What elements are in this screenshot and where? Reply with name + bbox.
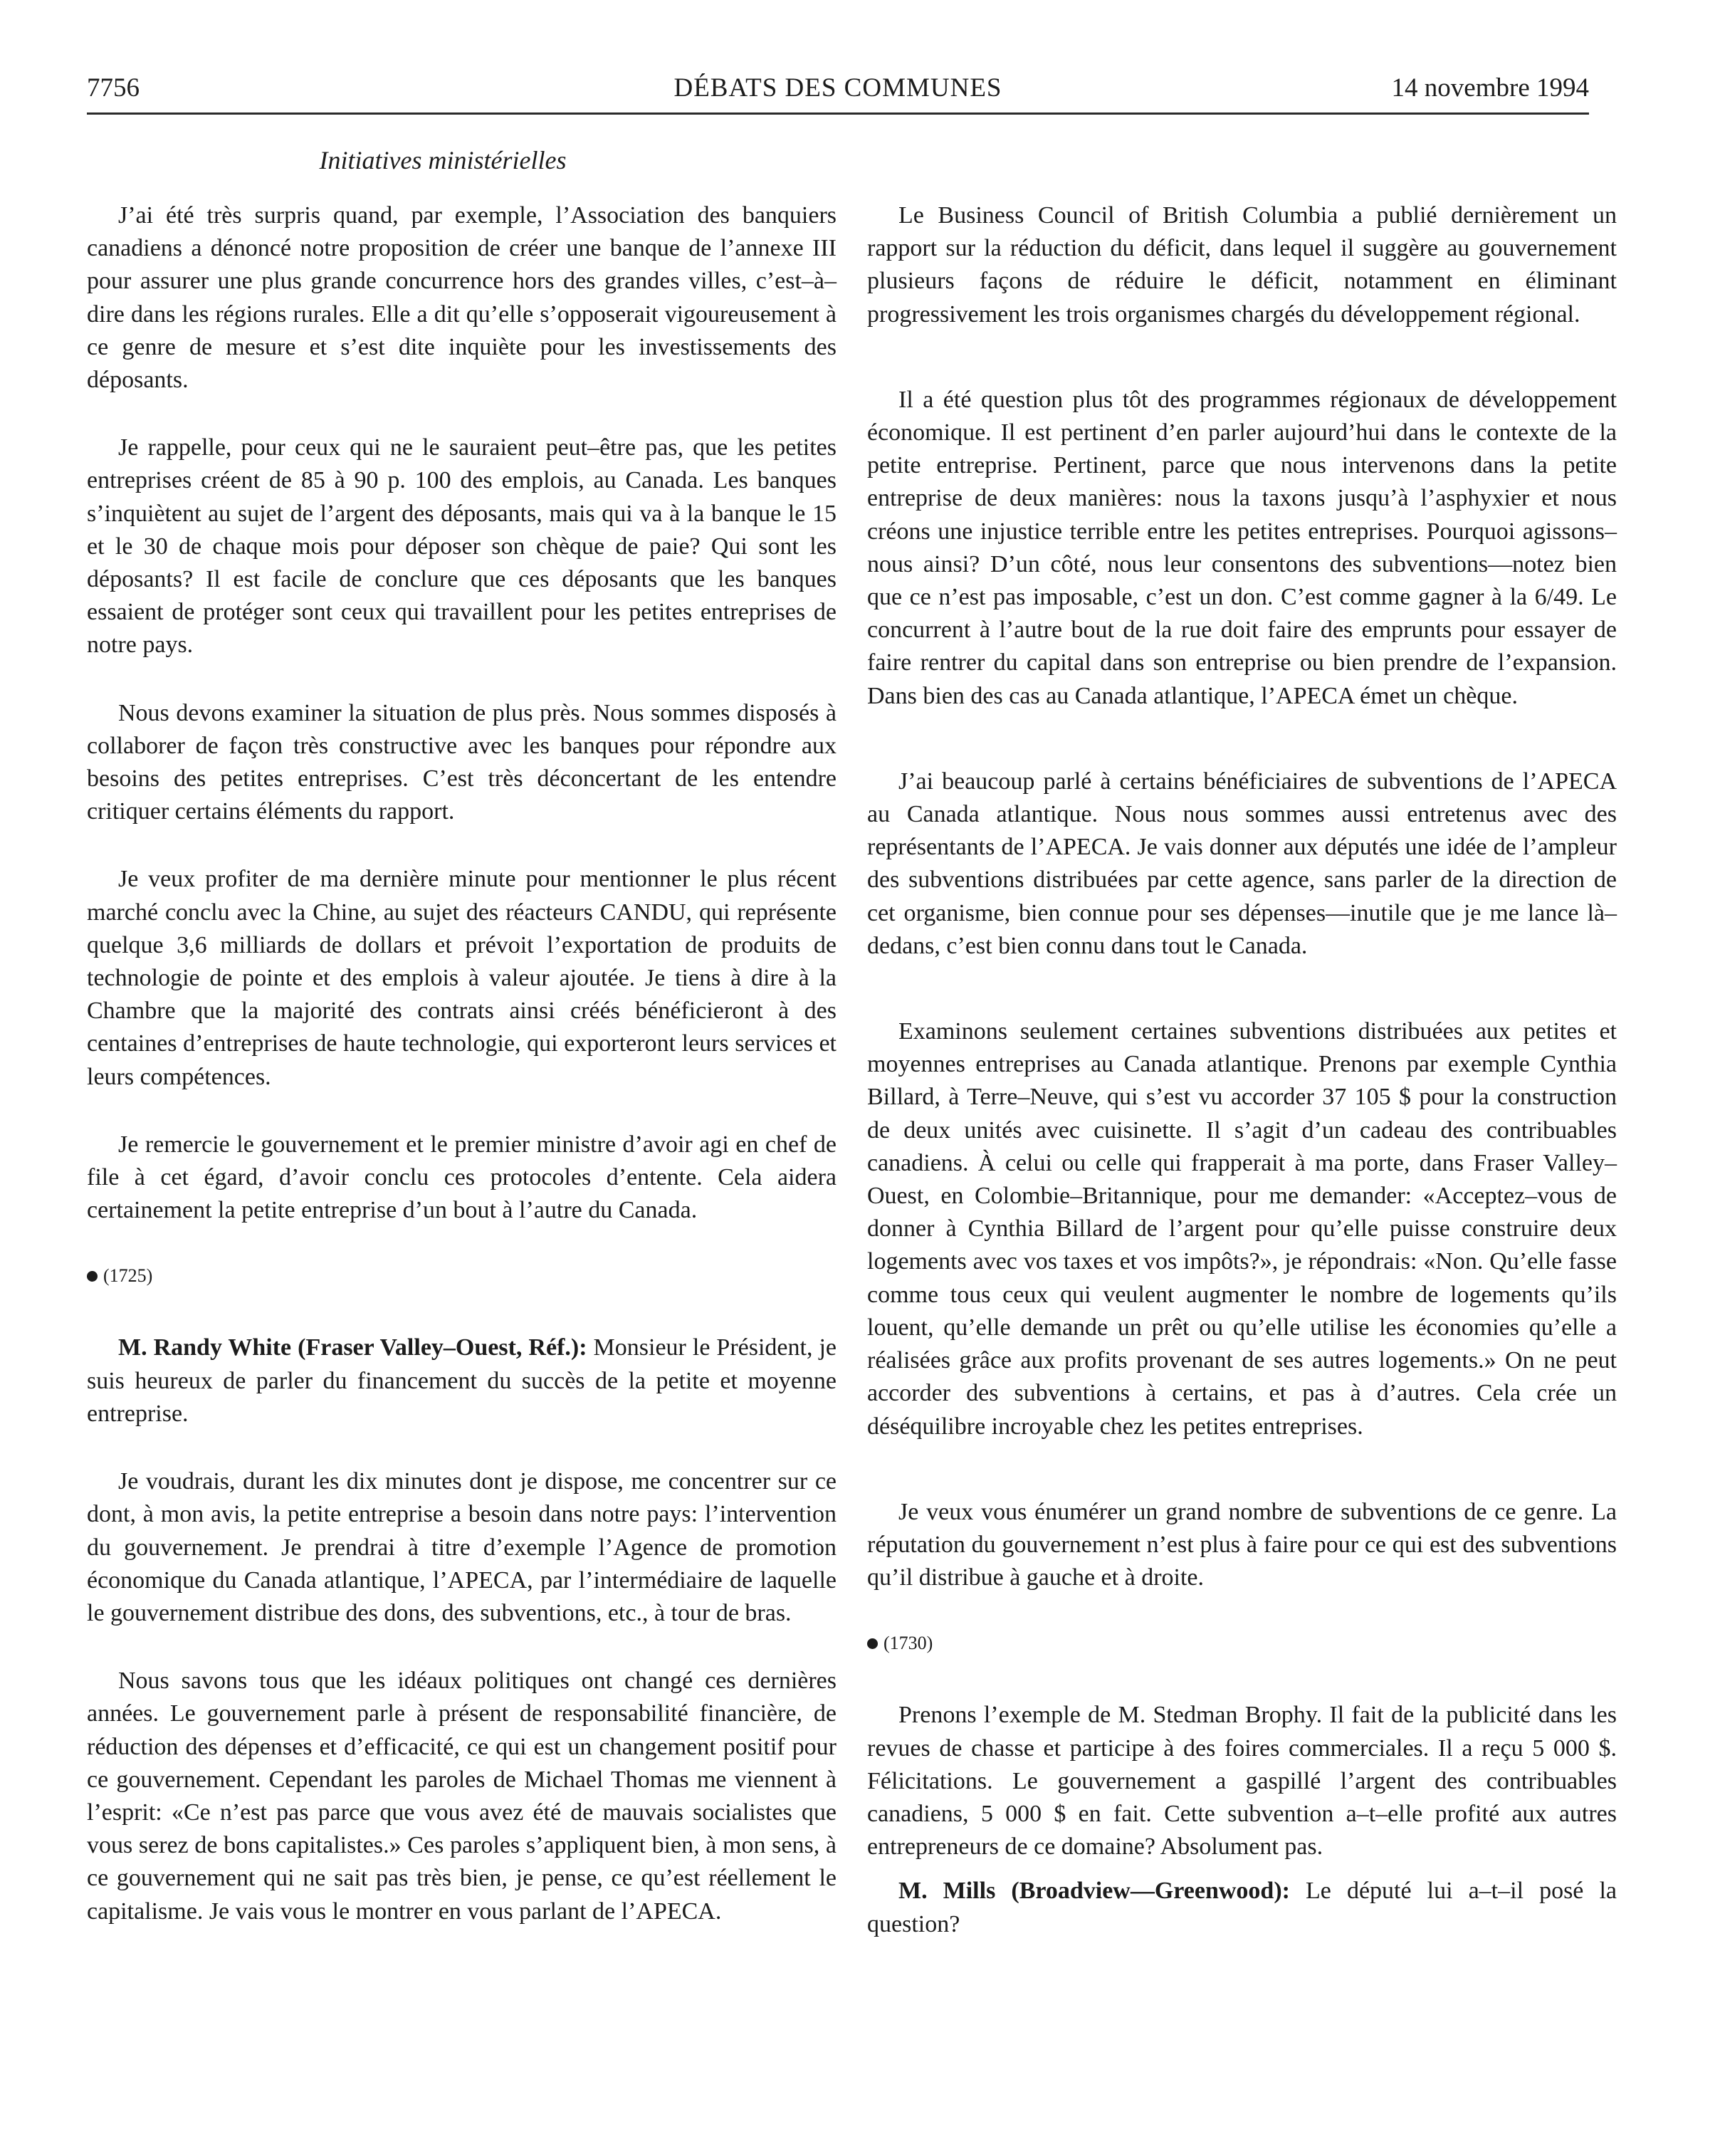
section-heading: Initiatives ministérielles <box>319 146 567 174</box>
paragraph: Je remercie le gouvernement et le premier ministre d’avoir agi en chef de file à cet égard, d’avoir conclu ces protocoles d’entente. Cela aidera certainement la petite entreprise d’un bout à l’autre du Canada. <box>87 1131 837 1224</box>
paragraph: Je veux profiter de ma dernière minute pour mentionner le plus récent marché conclu avec la Chine, au sujet des réacteurs CANDU, qui représente quelque 3,6 milliards de dollars et prévoit l’exportation de produits de technologie de pointe et des emplois à valeur ajoutée. Je tiens à dire à la Chambre que la majorité des contrats ainsi créés bénéficieront à des centaines d’entreprises de haute technologie, qui exporteront leurs services et leurs compétences. <box>87 866 837 1090</box>
paragraph: Je voudrais, durant les dix minutes dont je dispose, me concentrer sur ce dont, à mon avis, la petite entreprise a besoin dans notre pays: l’intervention du gouvernement. Je prendrai à titre d’exemple l’Agence de promotion économique du Canada atlantique, l’APECA, par l’intermédiaire de laquelle le gouvernement distribue des dons, des subventions, etc., à tour de bras. <box>87 1468 837 1626</box>
time-marker <box>867 1629 1617 1658</box>
publication-title: DÉBATS DES COMMUNES <box>673 73 1002 103</box>
time-marker-text: ( 1725 ) <box>103 1262 152 1290</box>
time-marker <box>87 1262 837 1290</box>
paragraph: Nous devons examiner la situation de plus près. Nous sommes disposés à collaborer de façon très constructive avec les banques pour répondre aux besoins des petites entreprises. C’est très déconcertant de les entendre critiquer certains éléments du rapport. <box>87 699 837 825</box>
paragraph: Je rappelle, pour ceux qui ne le sauraient peut–être pas, que les petites entreprises créent de 85 à 90 p. 100 des emplois, au Canada. Les banques s’inquiètent au sujet de l’argent des déposants, mais qui va à la banque le 15 et le 30 de chaque mois pour déposer son chèque de paie? Qui sont les déposants? Il est facile de conclure que ces déposants que les banques essaient de protéger sont ceux qui travaillent pour les petites entreprises de notre pays. <box>87 434 837 659</box>
paragraph: Examinons seulement certaines subventions distribuées aux petites et moyennes entreprises au Canada atlantique. Prenons par exemple Cynthia Billard, à Terre–Neuve, qui s’est vu accorder 37 105 $ pour la construction de deux unités avec cuisinette. Il s’agit d’un cadeau des contribuables canadiens. À celui ou celle qui frapperait à ma porte, dans Fraser Valley–Ouest, en Colombie–Britannique, pour me demander: «Acceptez–vous de donner à Cynthia Billard de l’argent pour qu’elle puisse construire deux logements avec vos taxes et vos impôts?», je répondrais: «Non. Qu’elle fasse comme tous ceux qui veulent augmenter le nombre de logements qu’ils louent, qu’elle demande un prêt ou qu’elle utilise les économies qu’elle a réalisées grâce aux profits provenant de ses autres logements.» On ne peut accorder des subventions à certains, et pas à d’autres. Cela crée un déséquilibre incroyable chez les petites entreprises. <box>867 1018 1617 1440</box>
bullet-icon <box>867 1638 878 1649</box>
speech-text: Le député lui a–t–il posé la question? <box>867 1878 1617 1937</box>
paragraph: Prenons l’exemple de M. Stedman Brophy. Il fait de la publicité dans les revues de chasse et participe à des foires commerciales. Il a reçu 5 000 $. Félicitations. Le gouvernement a gaspillé l’argent des contribuables canadiens, 5 000 $ en fait. Cette subvention a–t–elle profité aux autres entrepreneurs de ce domaine? Absolument pas. <box>867 1702 1617 1861</box>
speaker-name: M. Randy White (Fraser Valley–Ouest, Réf.): <box>118 1334 587 1361</box>
left-column <box>87 199 837 1963</box>
publication-date: 14 novembre 1994 <box>1391 73 1589 103</box>
speech-paragraph <box>87 1331 837 1430</box>
paragraph: J’ai été très surpris quand, par exemple, l’Association des banquiers canadiens a dénoncé notre proposition de créer une banque de l’annexe III pour assurer une plus grande concurrence hors des grandes villes, c’est–à–dire dans les régions rurales. Elle a dit qu’elle s’opposerait vigoureusement à ce genre de mesure et s’est dite inquiète pour les investissements des déposants. <box>87 202 837 394</box>
speaker-name: M. Mills (Broadview—Greenwood): <box>898 1878 1290 1905</box>
paragraph: J’ai beaucoup parlé à certains bénéficiaires de subventions de l’APECA au Canada atlantique. Nous nous sommes aussi entretenus avec des représentants de l’APECA. Je vais donner aux députés une idée de l’ampleur des subventions distribuées par cette agence, sans parler de la direction de cet organisme, bien connue pour ses dépenses—inutile que je me lance là–dedans, c’est bien connu dans tout le Canada. <box>867 768 1617 959</box>
paragraph: Le Business Council of British Columbia a publié dernièrement un rapport sur la réduction du déficit, dans lequel il suggère au gouvernement plusieurs façons de réduire le déficit, notamment en éliminant progressivement les trois organismes chargés du développement régional. <box>867 202 1617 328</box>
speech-text: Monsieur le Président, je suis heureux de parler du financement du succès de la petite et moyenne entreprise. <box>87 1334 837 1427</box>
bullet-icon <box>87 1271 98 1282</box>
speech-paragraph <box>867 1875 1617 1940</box>
page-header <box>87 68 1589 108</box>
right-column <box>867 199 1617 1976</box>
page-number: 7756 <box>87 73 140 103</box>
paragraph: Nous savons tous que les idéaux politiques ont changé ces dernières années. Le gouvernement parle à présent de responsabilité financière, de réduction des dépenses et d’efficacité, ce qui est un changement positif pour ce gouvernement. Cependant les paroles de Michael Thomas me viennent à l’esprit: «Ce n’est pas parce que vous avez été de mauvais socialistes que vous serez de bons capitalistes.» Ces paroles s’appliquent bien, à mon sens, à ce gouvernement qui ne sait pas très bien, je pense, ce qu’est réellement le capitalisme. Je vais vous le montrer en vous parlant de l’APECA. <box>87 1668 837 1925</box>
paragraph: Il a été question plus tôt des programmes régionaux de développement économique. Il est pertinent d’en parler aujourd’hui dans le contexte de la petite entreprise. Pertinent, parce que nous intervenons dans la petite entreprise de deux manières: nous la taxons jusqu’à l’asphyxier et nous créons une injustice terrible entre les petites entreprises. Pourquoi agissons–nous ainsi? D’un côté, nous leur consentons des subventions—notez bien que ce n’est pas imposable, c’est un don. C’est comme gagner à la 6/49. Le concurrent à l’autre bout de la rue doit faire des emprunts pour essayer de faire rentrer du capital dans son entreprise ou bien prendre de l’expansion. Dans bien des cas au Canada atlantique, l’APECA émet un chèque. <box>867 386 1617 709</box>
header-rule <box>87 112 1589 115</box>
paragraph: Je veux vous énumérer un grand nombre de subventions de ce genre. La réputation du gouvernement n’est plus à faire pour ce qui est des subventions qu’il distribue à gauche et à droite. <box>867 1498 1617 1591</box>
time-marker-text: ( 1730 ) <box>883 1629 933 1658</box>
